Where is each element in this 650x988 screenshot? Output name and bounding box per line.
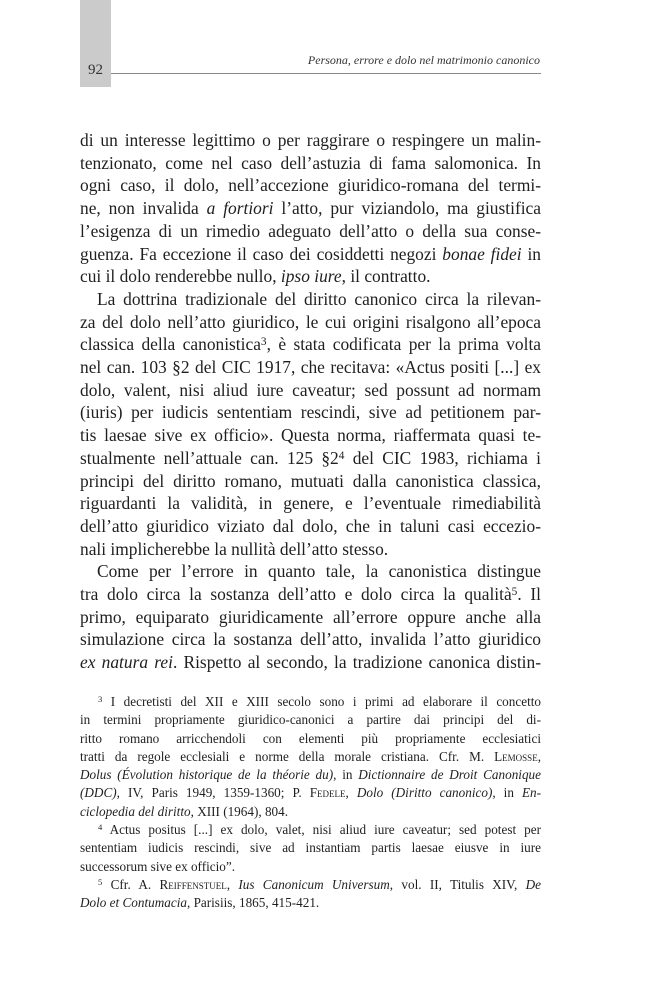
footnote-ref: 5 xyxy=(511,585,518,598)
body-line: Come per l’errore in quanto tale, la canonistica distingue xyxy=(97,561,541,582)
body-line: stualmente nell’attuale can. 125 $\S 2^4$ del CIC 1983, richiama i xyxy=(80,447,541,468)
footnote-line: (DDC), IV, Paris 1949, 1359-1360; P. Fedele, Dolo (Diritto canonico), in En- xyxy=(80,785,542,801)
footnote-line: $^4$ Actus positus [...] ex dolo, valet, nisi aliud iure caveatur; sed potest per xyxy=(98,822,541,838)
footnote-line: in termini propriamente giuridico-canonici a partire dai principi del di- xyxy=(80,712,541,728)
body-line: za del dolo nell’atto giuridico, le cui origini risalgono all’epoca xyxy=(80,311,541,332)
body-line: dell’atto giuridico viziato dal dolo, che in taluni casi eccezio- xyxy=(80,515,541,536)
footnote-line: $^3$ I decretisti del XII e XIII secolo sono i primi ad elaborare il concetto xyxy=(98,694,541,709)
body-line: classica della canonistica$^3$, è stata codificata per la prima volta xyxy=(80,334,542,355)
body-line: nali implicherebbe la nullità dell’atto stesso. xyxy=(80,538,389,559)
body-line: l’esigenza di un rimedio adeguato dell’atto o della sua conse- xyxy=(80,220,541,241)
body-line: ogni caso, il dolo, nell’accezione giuridico-romana del termi- xyxy=(80,175,541,196)
footnote-number: 4 xyxy=(98,822,103,833)
footnote-line: sententiam iudicis rescindi, sive ad instantiam partis laesae eiusve in iure xyxy=(80,840,541,856)
body-line: ne, non invalida a fortiori l’atto, pur viziandolo, ma giustifica xyxy=(80,198,541,219)
footnote-line: ciclopedia del diritto, XIII (1964), 804. xyxy=(80,803,289,819)
footnote-line: Dolus (Évolution historique de la théorie du), in Dictionnaire de Droit Canonique xyxy=(80,767,541,783)
running-head: Persona, errore e dolo nel matrimonio canonico xyxy=(307,53,540,67)
body-line: ex natura rei. Rispetto al secondo, la tradizione canonica distin- xyxy=(80,652,541,673)
body-line: cui il dolo renderebbe nullo, ipso iure, il contratto. xyxy=(80,266,431,287)
body-line: guenza. Fa eccezione il caso dei cosiddetti negozi bonae fidei in xyxy=(80,243,541,264)
footnote-number: 3 xyxy=(98,694,103,705)
body-line: (iuris) per iudicis sententiam rescindi, sive ad petitionem par- xyxy=(80,402,541,423)
body-line: tis laesae sive ex officio». Questa norma, riaffermata quasi te- xyxy=(80,425,541,446)
body-line: simulazione circa la sostanza dell’atto, invalida l’atto giuridico xyxy=(80,629,541,650)
footnote-ref: 4 xyxy=(338,449,345,462)
body-line: nel can. 103 §2 del CIC 1917, che recitava: «Actus positi [...] ex xyxy=(80,357,541,378)
body-line: dolo, valent, nisi aliud iure caveatur; sed possunt ad normam xyxy=(80,379,541,400)
footnote-number: 5 xyxy=(98,877,103,888)
body-line: principi del diritto romano, mutuati dalla canonistica classica, xyxy=(80,470,541,491)
body-line: di un interesse legittimo o per raggirare o respingere un malin- xyxy=(80,130,541,150)
body-line: riguardanti la validità, in genere, e l’eventuale rimediabilità xyxy=(80,493,541,514)
body-line: La dottrina tradizionale del diritto canonico circa la rilevan- xyxy=(97,288,541,309)
footnote-ref: 3 xyxy=(260,336,267,349)
page-number: 92 xyxy=(88,62,103,78)
footnote-line: tratti da regole ecclesiali e norme della morale cristiana. Cfr. M. Lemosse, xyxy=(80,748,541,764)
header-rule xyxy=(111,73,541,74)
footnotes xyxy=(80,693,541,913)
footnote-line: successorum sive ex officio”. xyxy=(80,858,236,874)
body-line: tenzionato, come nel caso dell’astuzia di fama salomonica. In xyxy=(80,152,541,173)
footnote-line: Dolo et Contumacia, Parisiis, 1865, 415-421. xyxy=(80,895,320,911)
body-line: primo, equiparato giuridicamente all’errore oppure anche alla xyxy=(80,606,541,627)
body-line: tra dolo circa la sostanza dell’atto e dolo circa la qualità$^5$. Il xyxy=(80,584,541,605)
footnote-line: $^5$ Cfr. A. Reiffenstuel, Ius Canonicum Universum, vol. II, Titulis XIV, De xyxy=(98,876,541,892)
main-text xyxy=(80,129,541,674)
footnote-line: ritto romano arricchendoli con elementi più propriamente ecclesiatici xyxy=(80,730,541,746)
